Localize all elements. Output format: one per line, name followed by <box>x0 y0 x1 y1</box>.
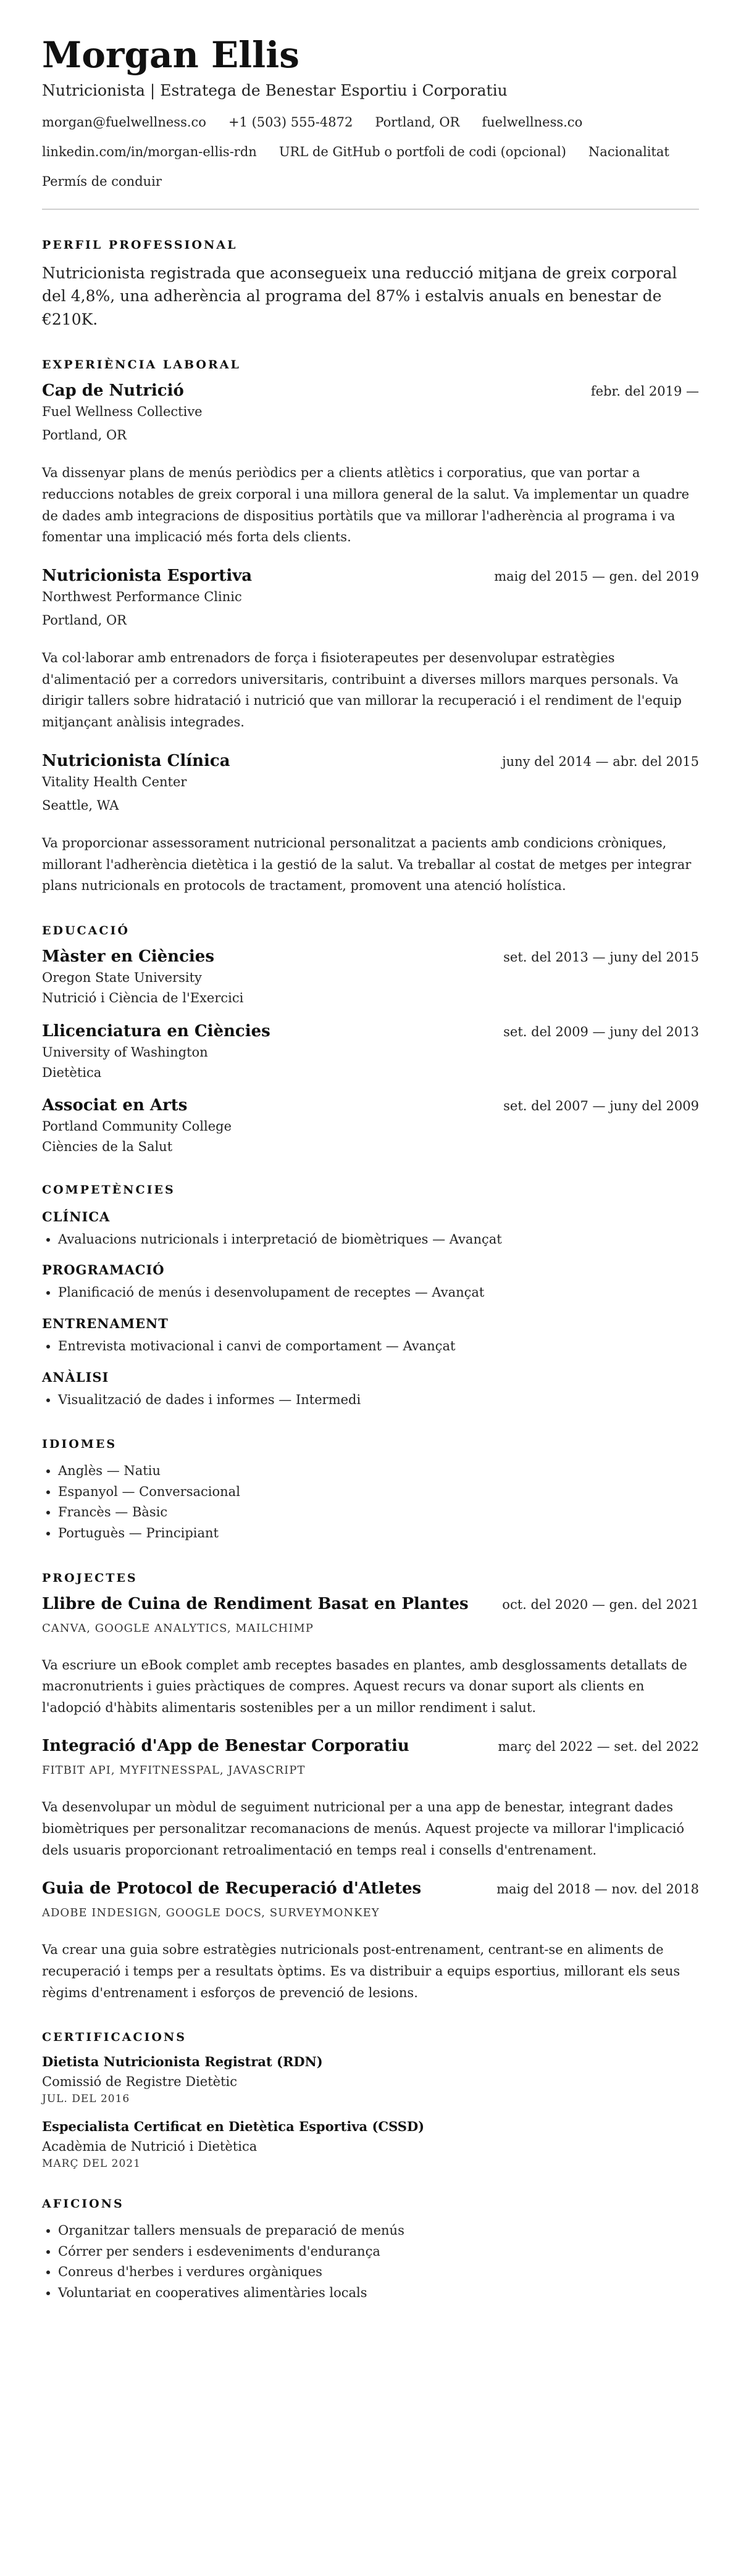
skill-category: ENTRENAMENT <box>42 1315 169 1331</box>
language-item: • Anglès — Natiu <box>58 1461 699 1482</box>
education-entry <box>42 1022 699 1082</box>
hobby-item: • Conreus d'herbes i verdures orgàniques <box>58 2262 699 2283</box>
language-list <box>42 1461 699 1544</box>
project-description: Va desenvolupar un mòdul de seguiment nutricional per a una app de benestar, integrant dades biomètriques per personalitzar recomanacions de menús. Aquest projecte va millorar l'implicació dels usuaris proporcionant retroalimentació en temps real i consells d'entrenament. <box>42 1800 685 1858</box>
languages-section <box>42 1437 699 1544</box>
job-description: Va col·laborar amb entrenadors de força i fisioterapeutes per desenvolupar estratègies d'alimentació per a corredors universitaris, contribuint a diverses millors marques personals. Va dirigir tallers sobre hidratació i nutrició que van millorar la recuperació i el rendiment de l'equip mitjançant anàlisis integrades. <box>42 650 682 730</box>
degree-title: Associat en Arts <box>42 1096 188 1115</box>
project-description: Va escriure un eBook complet amb receptes basades en plantes, amb desglossaments detallats de macronutrients i guies pràctiques de compres. Aquest recurs va donar suport als clients en l'adopció d'hàbits alimentaris sostenibles per a un millor rendiment i salut. <box>42 1657 687 1715</box>
projects-section <box>42 1571 699 2004</box>
job-title: Nutricionista Esportiva <box>42 566 253 585</box>
profile-summary: Nutricionista registrada que aconsegueix una reducció mitjana de greix corporal del 4,8%, una adherència al programa del 87% i estalvis anuals en benestar de €210K. <box>42 264 677 328</box>
project-entry <box>42 1595 699 1719</box>
education-date: set. del 2007 — juny del 2009 <box>503 1099 699 1114</box>
resume-header <box>42 36 699 190</box>
certification-date: JUL. DEL 2016 <box>42 2093 130 2106</box>
skills-section <box>42 1183 699 1410</box>
job-entry <box>42 567 699 733</box>
language-item: • Portuguès — Principiant <box>58 1523 699 1544</box>
skill-item: • Avaluacions nutricionals i interpretació de biomètriques — Avançat <box>58 1229 699 1250</box>
contact-email: morgan@fuelwellness.co <box>42 114 206 130</box>
skill-list <box>42 1336 699 1357</box>
section-heading: PERFIL PROFESSIONAL <box>42 238 238 252</box>
job-title: Nutricionista Clínica <box>42 751 230 770</box>
job-entry <box>42 752 699 897</box>
skill-category: ANÀLISI <box>42 1369 109 1385</box>
school-name: Portland Community College <box>42 1119 232 1134</box>
project-title: Integració d'App de Benestar Corporatiu <box>42 1737 409 1756</box>
contact-phone: +1 (503) 555-4872 <box>228 114 353 130</box>
contact-info <box>42 114 699 190</box>
project-entry <box>42 1737 699 1861</box>
degree-title: Llicenciatura en Ciències <box>42 1021 270 1041</box>
hobby-item: • Voluntariat en cooperatives alimentàries locals <box>58 2283 699 2304</box>
job-date: juny del 2014 — abr. del 2015 <box>502 754 699 769</box>
project-tech: ADOBE INDESIGN, GOOGLE DOCS, SURVEYMONKEY <box>42 1906 380 1920</box>
education-date: set. del 2013 — juny del 2015 <box>503 949 699 965</box>
contact-github: URL de GitHub o portfoli de codi (opcional) <box>278 144 566 160</box>
job-company: Northwest Performance Clinic <box>42 589 242 604</box>
section-heading: PROJECTES <box>42 1571 138 1585</box>
hobby-item: • Córrer per senders i esdeveniments d'endurança <box>58 2242 699 2262</box>
language-item: • Francès — Bàsic <box>58 1502 699 1523</box>
section-heading: IDIOMES <box>42 1437 117 1452</box>
field-of-study: Dietètica <box>42 1065 102 1080</box>
project-description: Va crear una guia sobre estratègies nutricionals post-entrenament, centrant-se en aliments de recuperació i temps per a resultats òptims. Es va distribuir a equips esportius, millorant els seus règims d'entrenament i esforços de prevenció de lesions. <box>42 1942 680 2000</box>
project-tech: FITBIT API, MYFITNESSPAL, JAVASCRIPT <box>42 1764 306 1777</box>
education-section <box>42 924 699 1156</box>
skill-list <box>42 1390 699 1411</box>
experience-section <box>42 358 699 897</box>
section-heading: EDUCACIÓ <box>42 923 130 937</box>
project-date: maig del 2018 — nov. del 2018 <box>496 1882 699 1897</box>
project-title: Guia de Protocol de Recuperació d'Atletes <box>42 1879 422 1898</box>
contact-driving-license: Permís de conduir <box>42 174 162 189</box>
school-name: Oregon State University <box>42 970 202 985</box>
job-description: Va dissenyar plans de menús periòdics per a clients atlètics i corporatius, que van portar a reduccions notables de greix corporal i una millora general de la salut. Va implementar un quadre de dades amb integracions de dispositius portàtils que va millorar l'adherència al programa i va fomentar una implicació més forta dels clients. <box>42 465 690 545</box>
language-item: • Espanyol — Conversacional <box>58 1482 699 1503</box>
project-entry <box>42 1879 699 2003</box>
certification-date: MARÇ DEL 2021 <box>42 2158 141 2171</box>
certification-entry <box>42 2119 699 2170</box>
job-company: Vitality Health Center <box>42 774 187 789</box>
education-entry <box>42 947 699 1007</box>
education-date: set. del 2009 — juny del 2013 <box>503 1024 699 1039</box>
job-location: Portland, OR <box>42 613 127 628</box>
section-heading: EXPERIÈNCIA LABORAL <box>42 358 241 372</box>
field-of-study: Ciències de la Salut <box>42 1139 173 1155</box>
field-of-study: Nutrició i Ciència de l'Exercici <box>42 991 244 1006</box>
job-location: Seattle, WA <box>42 798 119 813</box>
job-description: Va proporcionar assessorament nutricional personalitzat a pacients amb condicions cròniques, millorant l'adherència dietètica i la gestió de la salut. Va treballar al costat de metges per integrar plans nutricionals en protocols de tractament, promovent una atenció holística. <box>42 836 692 894</box>
section-heading: CERTIFICACIONS <box>42 2030 186 2045</box>
job-date: maig del 2015 — gen. del 2019 <box>494 568 699 584</box>
project-title: Llibre de Cuina de Rendiment Basat en Plantes <box>42 1594 469 1613</box>
job-location: Portland, OR <box>42 428 127 443</box>
skill-category: PROGRAMACIÓ <box>42 1262 165 1278</box>
skill-item: • Visualització de dades i informes — Intermedi <box>58 1390 699 1411</box>
certifications-section <box>42 2030 699 2170</box>
project-date: març del 2022 — set. del 2022 <box>498 1739 699 1755</box>
profile-section <box>42 238 699 331</box>
certification-name: Especialista Certificat en Dietètica Esportiva (CSSD) <box>42 2119 425 2135</box>
certification-issuer: Comissió de Registre Dietètic <box>42 2074 237 2090</box>
skill-category: CLÍNICA <box>42 1208 111 1224</box>
contact-nationality: Nacionalitat <box>588 144 669 160</box>
contact-linkedin: linkedin.com/in/morgan-ellis-rdn <box>42 144 257 160</box>
section-heading: AFICIONS <box>42 2197 124 2211</box>
candidate-title: Nutricionista | Estratega de Benestar Esportiu i Corporatiu <box>42 81 508 99</box>
hobbies-section <box>42 2197 699 2303</box>
skill-list <box>42 1229 699 1250</box>
contact-website: fuelwellness.co <box>482 114 583 130</box>
education-entry <box>42 1096 699 1156</box>
skill-list <box>42 1282 699 1303</box>
candidate-name: Morgan Ellis <box>42 34 299 76</box>
project-date: oct. del 2020 — gen. del 2021 <box>502 1597 699 1612</box>
header-divider <box>42 209 699 210</box>
project-tech: CANVA, GOOGLE ANALYTICS, MAILCHIMP <box>42 1621 314 1635</box>
certification-issuer: Acadèmia de Nutrició i Dietètica <box>42 2139 257 2154</box>
hobby-item: • Organitzar tallers mensuals de preparació de menús <box>58 2221 699 2242</box>
hobby-list <box>42 2221 699 2303</box>
certification-entry <box>42 2054 699 2105</box>
job-entry <box>42 381 699 548</box>
section-heading: COMPETÈNCIES <box>42 1182 175 1197</box>
job-company: Fuel Wellness Collective <box>42 404 203 420</box>
skill-item: • Entrevista motivacional i canvi de comportament — Avançat <box>58 1336 699 1357</box>
contact-location: Portland, OR <box>375 114 460 130</box>
school-name: University of Washington <box>42 1044 208 1060</box>
job-date: febr. del 2019 — <box>590 384 699 399</box>
skill-item: • Planificació de menús i desenvolupament de receptes — Avançat <box>58 1282 699 1303</box>
job-title: Cap de Nutrició <box>42 381 184 401</box>
degree-title: Màster en Ciències <box>42 947 214 966</box>
certification-name: Dietista Nutricionista Registrat (RDN) <box>42 2054 323 2070</box>
